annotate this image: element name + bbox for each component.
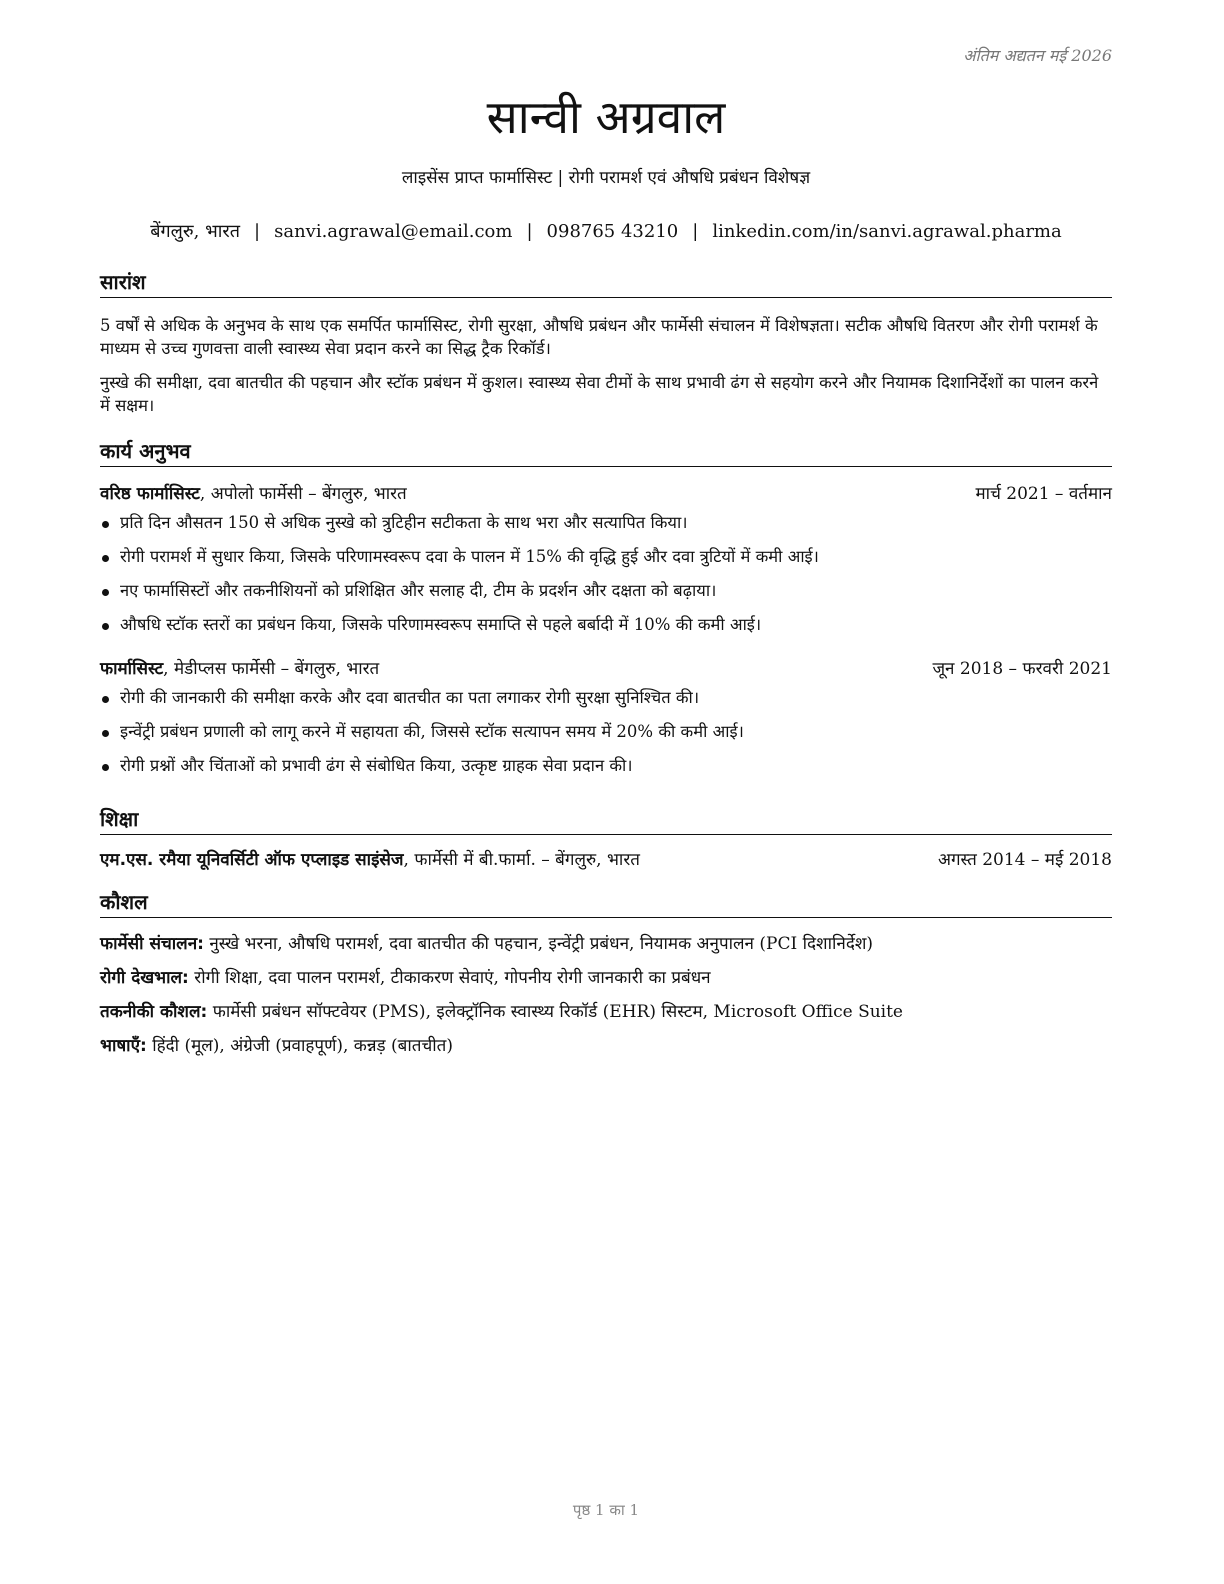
skill-label: रोगी देखभाल: <box>100 968 189 988</box>
contact-separator: | <box>692 221 699 242</box>
contact-line <box>100 219 1112 245</box>
tagline: लाइसेंस प्राप्त फार्मासिस्ट | रोगी परामर्श एवं औषधि प्रबंधन विशेषज्ञ <box>401 168 811 188</box>
job-org: , मेडीप्लस फार्मेसी – बेंगलुरु, भारत <box>163 659 380 679</box>
job-bullets <box>100 510 1112 638</box>
contact-location: बेंगलुरु, भारत <box>150 221 241 242</box>
list-item: औषधि स्टॉक स्तरों का प्रबंधन किया, जिसके परिणामस्वरूप समाप्ति से पहले बर्बादी में 10% की कमी आई। <box>100 612 1112 638</box>
job-role: फार्मासिस्ट <box>100 659 164 679</box>
skill-row <box>100 931 1112 957</box>
education-entry <box>100 847 1112 873</box>
contact-email[interactable]: sanvi.agrawal@email.com <box>274 221 513 242</box>
job-dates: मार्च 2021 – वर्तमान <box>975 484 1112 504</box>
skill-value: नुस्खे भरना, औषधि परामर्श, दवा बातचीत की पहचान, इन्वेंट्री प्रबंधन, नियामक अनुपालन (PCI दिशानिर्देश) <box>203 934 874 954</box>
summary-paragraph: नुस्खे की समीक्षा, दवा बातचीत की पहचान और स्टॉक प्रबंधन में कुशल। स्वास्थ्य सेवा टीमों के साथ प्रभावी ढंग से सहयोग करने और नियामक दिशानिर्देशों का पालन करने में सक्षम। <box>100 373 1099 415</box>
list-item: नए फार्मासिस्टों और तकनीशियनों को प्रशिक्षित और सलाह दी, टीम के प्रदर्शन और दक्षता को बढ़ाया। <box>100 578 1112 604</box>
education-section <box>100 805 1112 873</box>
list-item: प्रति दिन औसतन 150 से अधिक नुस्खे को त्रुटिहीन सटीकता के साथ भरा और सत्यापित किया। <box>100 510 1112 536</box>
section-title-summary: सारांश <box>100 268 1112 298</box>
job-header <box>100 481 1112 507</box>
list-item: रोगी परामर्श में सुधार किया, जिसके परिणामस्वरूप दवा के पालन में 15% की वृद्धि हुई और दवा त्रुटियों में कमी आई। <box>100 544 1112 570</box>
job-dates: जून 2018 – फरवरी 2021 <box>932 659 1112 679</box>
summary-paragraph: 5 वर्षों से अधिक के अनुभव के साथ एक समर्पित फार्मासिस्ट, रोगी सुरक्षा, औषधि प्रबंधन और फार्मेसी संचालन में विशेषज्ञता। सटीक औषधि वितरण और रोगी परामर्श के माध्यम से उच्च गुणवत्ता वाली स्वास्थ्य सेवा प्रदान करने का सिद्ध ट्रैक रिकॉर्ड। <box>100 316 1098 358</box>
job-entry <box>100 656 1112 779</box>
resume-page <box>100 0 1112 1584</box>
contact-linkedin[interactable]: linkedin.com/in/sanvi.agrawal.pharma <box>712 221 1062 242</box>
job-entry <box>100 481 1112 638</box>
section-title-experience: कार्य अनुभव <box>100 437 1112 467</box>
job-role: वरिष्ठ फार्मासिस्ट <box>100 484 200 504</box>
contact-separator: | <box>254 221 261 242</box>
section-title-education: शिक्षा <box>100 805 1112 835</box>
job-bullets <box>100 685 1112 779</box>
skill-label: फार्मेसी संचालन: <box>100 934 204 954</box>
skill-value: फार्मेसी प्रबंधन सॉफ्टवेयर (PMS), इलेक्ट्रॉनिक स्वास्थ्य रिकॉर्ड (EHR) सिस्टम, Microsoft Office Suite <box>207 1002 903 1022</box>
list-item: रोगी की जानकारी की समीक्षा करके और दवा बातचीत का पता लगाकर रोगी सुरक्षा सुनिश्चित की। <box>100 685 1112 711</box>
skills-section <box>100 888 1112 1067</box>
education-detail: , फार्मेसी में बी.फार्मा. – बेंगलुरु, भारत <box>403 850 640 870</box>
education-dates: अगस्त 2014 – मई 2018 <box>937 850 1112 870</box>
job-header <box>100 656 1112 682</box>
skill-value: हिंदी (मूल), अंग्रेजी (प्रवाहपूर्ण), कन्नड़ (बातचीत) <box>146 1036 453 1056</box>
section-title-skills: कौशल <box>100 888 1112 918</box>
skill-label: तकनीकी कौशल: <box>100 1002 208 1022</box>
summary-section <box>100 268 1112 417</box>
last-updated: अंतिम अद्यतन मई 2026 <box>963 46 1112 65</box>
skill-value: रोगी शिक्षा, दवा पालन परामर्श, टीकाकरण सेवाएं, गोपनीय रोगी जानकारी का प्रबंधन <box>188 968 711 988</box>
contact-phone: 098765 43210 <box>546 221 679 242</box>
page-number: पृष्ठ 1 का 1 <box>572 1501 640 1519</box>
skill-row <box>100 965 1112 991</box>
candidate-name: सान्वी अग्रवाल <box>486 90 726 144</box>
list-item: इन्वेंट्री प्रबंधन प्रणाली को लागू करने में सहायता की, जिससे स्टॉक सत्यापन समय में 20% की कमी आई। <box>100 719 1112 745</box>
list-item: रोगी प्रश्नों और चिंताओं को प्रभावी ढंग से संबोधित किया, उत्कृष्ट ग्राहक सेवा प्रदान की। <box>100 753 1112 779</box>
experience-section <box>100 437 1112 787</box>
skill-row <box>100 999 1112 1025</box>
skill-row <box>100 1033 1112 1059</box>
contact-separator: | <box>526 221 533 242</box>
job-org: , अपोलो फार्मेसी – बेंगलुरु, भारत <box>199 484 407 504</box>
skills-list <box>100 931 1112 1059</box>
education-institution: एम.एस. रमैया यूनिवर्सिटी ऑफ एप्लाइड साइंसेज <box>100 850 404 870</box>
skill-label: भाषाएँ: <box>100 1036 147 1056</box>
